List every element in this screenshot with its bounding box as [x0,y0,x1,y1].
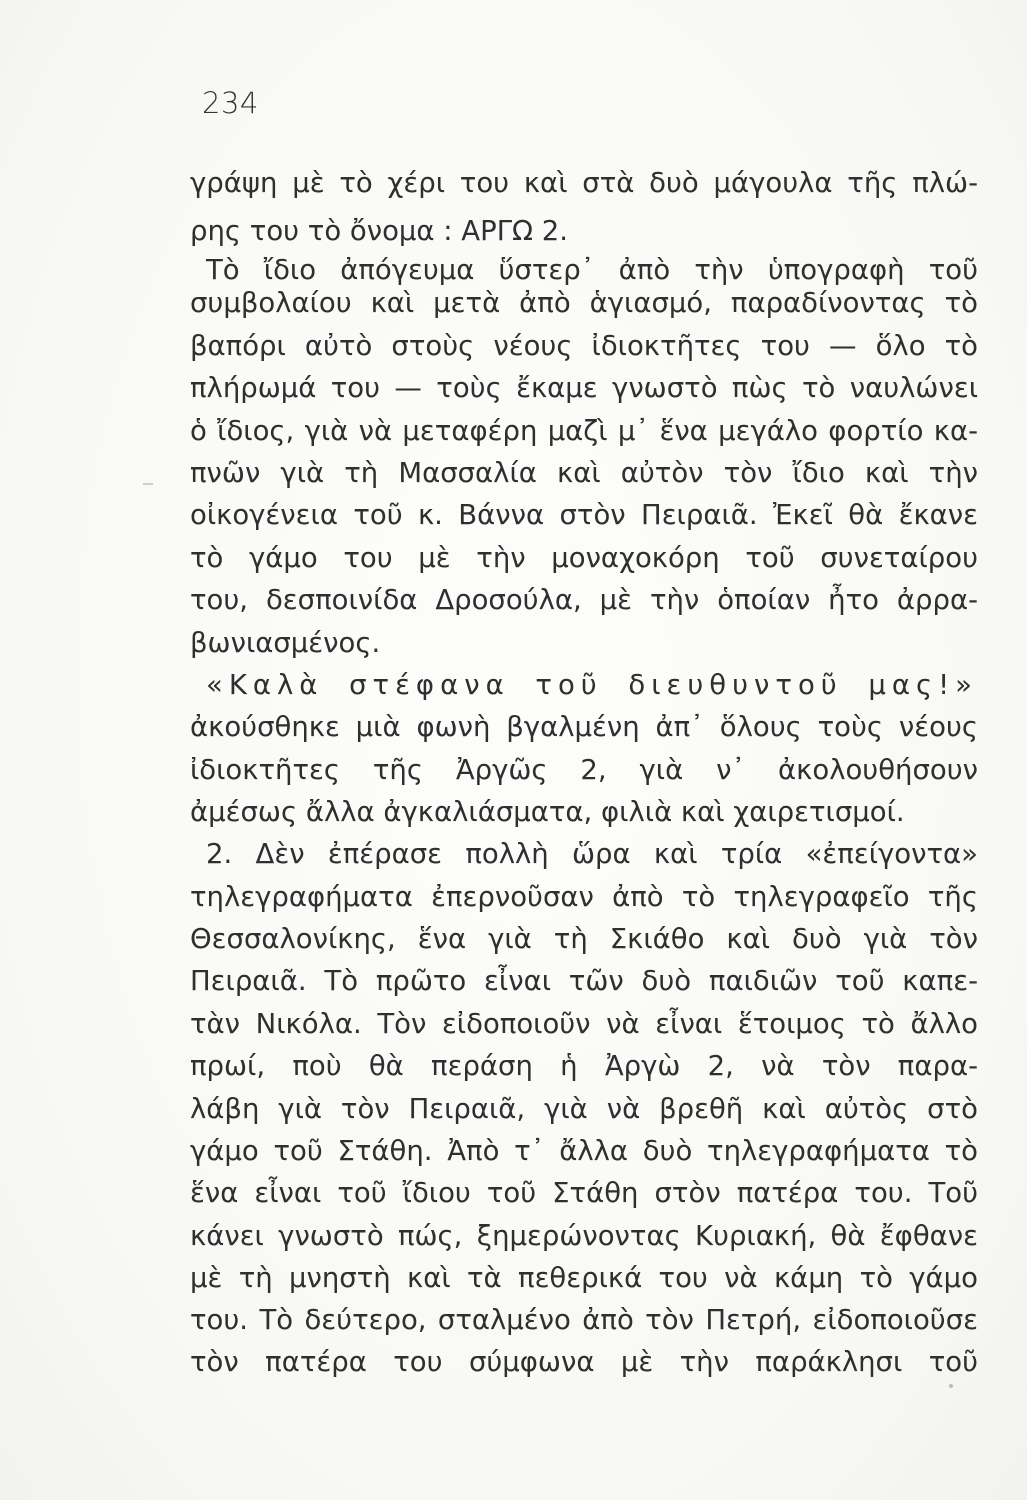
text-line-20: Πειραιᾶ. Τὸ πρῶτο εἶναι τῶν δυὸ παιδιῶν τοῦ καπε- [190,965,978,997]
text-line-15: ἰδιοκτῆτες τῆς Ἀργῶς 2, γιὰ ν᾽ ἀκολουθήσουν [190,754,978,786]
text-line-5: βαπόρι αὐτὸ στοὺς νέους ἰδιοκτῆτες του — ὅλο τὸ [190,330,978,362]
text-line-29: τὸν πατέρα του σύμφωνα μὲ τὴν παράκλησι τοῦ [190,1346,978,1378]
text-line-18: τηλεγραφήματα ἐπερνοῦσαν ἀπὸ τὸ τηλεγραφεῖο τῆς [190,881,978,913]
text-line-17: 2. Δὲν ἐπέρασε πολλὴ ὥρα καὶ τρία «ἐπείγοντα» [206,838,978,870]
text-line-3: Τὸ ἴδιο ἀπόγευμα ὕστερ᾽ ἀπὸ τὴν ὑπογραφὴ τοῦ [206,254,978,286]
text-line-14: ἀκούσθηκε μιὰ φωνὴ βγαλμένη ἀπ᾽ ὅλους τοὺς νέους [190,711,978,743]
paper-speck [949,1384,953,1388]
text-line-11: του, δεσποινίδα Δροσούλα, μὲ τὴν ὁποίαν ἦτο ἀρρα- [190,584,978,616]
text-line-28: του. Τὸ δεύτερο, σταλμένο ἀπὸ τὸν Πετρή, εἰδοποιοῦσε [190,1304,978,1336]
text-line-10: τὸ γάμο του μὲ τὴν μοναχοκόρη τοῦ συνεταίρου [190,542,978,574]
text-line-22: πρωί, ποὺ θὰ περάση ἡ Ἀργὼ 2, νὰ τὸν παρα- [190,1050,978,1082]
text-line-26: κάνει γνωστὸ πώς, ξημερώνοντας Κυριακή, θὰ ἔφθανε [190,1220,978,1252]
text-line-12: βωνιασμένος. [190,627,381,659]
text-line-25: ἕνα εἶναι τοῦ ἴδιου τοῦ Στάθη στὸν πατέρα του. Τοῦ [190,1177,978,1209]
text-line-13: «Καλὰ στέφανα τοῦ διευθυντοῦ μας!» [206,669,978,701]
page-mark [143,483,153,485]
text-line-21: τὰν Νικόλα. Τὸν εἰδοποιοῦν νὰ εἶναι ἕτοιμος τὸ ἄλλο [190,1008,978,1040]
text-line-23: λάβη γιὰ τὸν Πειραιᾶ, γιὰ νὰ βρεθῆ καὶ αὐτὸς στὸ [190,1093,978,1125]
text-line-9: οἰκογένεια τοῦ κ. Βάννα στὸν Πειραιᾶ. Ἐκεῖ θὰ ἔκανε [190,499,978,531]
text-line-4: συμβολαίου καὶ μετὰ ἀπὸ ἁγιασμό, παραδίνοντας τὸ [190,287,978,319]
text-line-8: πνῶν γιὰ τὴ Μασσαλία καὶ αὐτὸν τὸν ἴδιο καὶ τὴν [190,457,978,489]
text-line-1: γράψη μὲ τὸ χέρι του καὶ στὰ δυὸ μάγουλα τῆς πλώ- [190,167,978,199]
text-line-24: γάμο τοῦ Στάθη. Ἀπὸ τ᾽ ἄλλα δυὸ τηλεγραφήματα τὸ [190,1135,978,1167]
page-number: 234 [202,86,259,120]
text-line-27: μὲ τὴ μνηστὴ καὶ τὰ πεθερικά του νὰ κάμη τὸ γάμο [190,1262,978,1294]
text-line-19: Θεσσαλονίκης, ἕνα γιὰ τὴ Σκιάθο καὶ δυὸ γιὰ τὸν [190,923,978,955]
text-line-6: πλήρωμά του — τοὺς ἔκαμε γνωστὸ πὼς τὸ ναυλώνει [190,372,978,404]
text-line-2: ρης του τὸ ὄνομα : ΑΡΓΩ 2. [190,215,569,247]
text-line-7: ὁ ἴδιος, γιὰ νὰ μεταφέρη μαζὶ μ᾽ ἕνα μεγάλο φορτίο κα- [190,415,978,447]
text-line-16: ἀμέσως ἄλλα ἀγκαλιάσματα, φιλιὰ καὶ χαιρετισμοί. [190,796,905,828]
